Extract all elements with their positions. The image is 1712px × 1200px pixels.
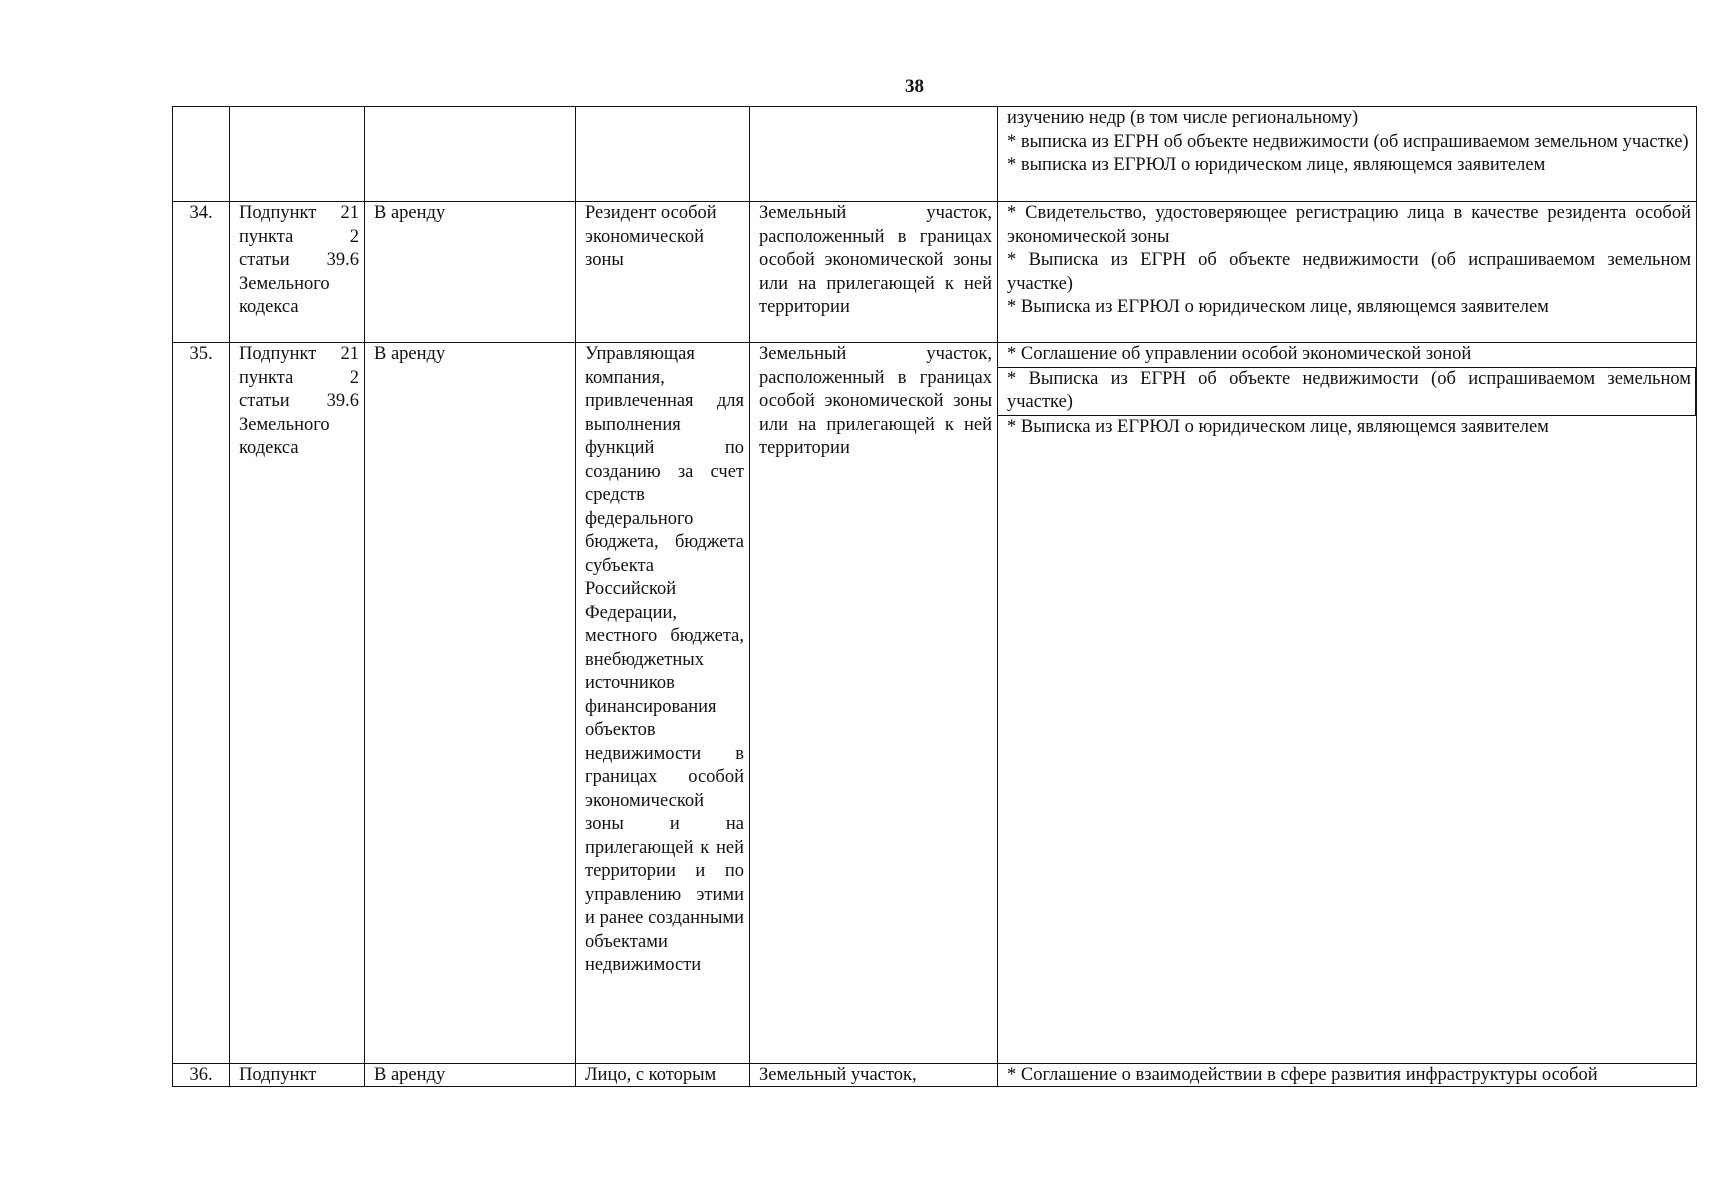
- document-item: * Выписка из ЕГРЮЛ о юридическом лице, являющемся заявителем: [1007, 416, 1549, 437]
- row-number-cell: 36.: [173, 1064, 230, 1087]
- documents-cell: [998, 107, 1697, 202]
- document-item: * выписка из ЕГРЮЛ о юридическом лице, являющемся заявителем: [1007, 155, 1546, 175]
- table-row: [173, 202, 1697, 343]
- documents-cell: [998, 202, 1697, 343]
- applicant-cell: [576, 107, 750, 202]
- land-plot-cell: Земельный участок,: [750, 1064, 998, 1087]
- document-item: * Соглашение об управлении особой экономической зоной: [1007, 344, 1472, 364]
- right-type-cell: [365, 107, 576, 202]
- table-row: [173, 107, 1697, 202]
- land-plot-cell: [750, 107, 998, 202]
- row-number-cell: 34.: [173, 202, 230, 343]
- row-number-cell: [173, 107, 230, 202]
- legal-basis-cell: Подпункт 21 пункта 2 статьи 39.6 Земельного кодекса: [230, 202, 365, 343]
- document-item: * Выписка из ЕГРЮЛ о юридическом лице, являющемся заявителем: [1007, 297, 1549, 317]
- applicant-cell: Лицо, с которым: [576, 1064, 750, 1087]
- documents-cell: [998, 1064, 1697, 1087]
- land-plot-cell: Земельный участок, расположенный в границах особой экономической зоны или на прилегающей к ней территории: [750, 202, 998, 343]
- right-type-cell: В аренду: [365, 1064, 576, 1087]
- document-item: изучению недр (в том числе региональному): [1007, 108, 1359, 128]
- right-type-cell: В аренду: [365, 343, 576, 1064]
- applicant-cell: Резидент особой экономической зоны: [576, 202, 750, 343]
- right-type-cell: В аренду: [365, 202, 576, 343]
- table-row: [173, 343, 1697, 1064]
- applicant-cell: Управляющая компания, привлеченная для выполнения функций по созданию за счет средств федерального бюджета, бюджета субъекта Российской Федерации, местного бюджета, внебюджетных источников финансирования объектов недвижимости в границах особой экономической зоны и на прилегающей к ней территории и по управлению этими и ранее созданными объектами недвижимости: [576, 343, 750, 1064]
- land-plot-cell: Земельный участок, расположенный в границах особой экономической зоны или на прилегающей к ней территории: [750, 343, 998, 1064]
- document-item: * Выписка из ЕГРН об объекте недвижимости (об испрашиваемом земельном участке): [1007, 250, 1691, 294]
- legal-basis-cell: [230, 107, 365, 202]
- row-number-cell: 35.: [173, 343, 230, 1064]
- legal-basis-cell: Подпункт: [230, 1064, 365, 1087]
- table-row: [173, 1064, 1697, 1087]
- document-item: * Выписка из ЕГРН об объекте недвижимости (об испрашиваемом земельном участке): [998, 367, 1697, 416]
- document-item: * Соглашение о взаимодействии в сфере развития инфраструктуры особой: [1007, 1065, 1598, 1085]
- legal-basis-cell: Подпункт 21 пункта 2 статьи 39.6 Земельного кодекса: [230, 343, 365, 1064]
- document-item: * Свидетельство, удостоверяющее регистрацию лица в качестве резидента особой экономической зоны: [1007, 203, 1691, 247]
- documents-cell: [998, 343, 1697, 1064]
- land-plot-documents-table: [172, 106, 1697, 1087]
- page-number: 38: [905, 76, 924, 97]
- document-item: * выписка из ЕГРН об объекте недвижимости (об испрашиваемом земельном участке): [1007, 131, 1689, 152]
